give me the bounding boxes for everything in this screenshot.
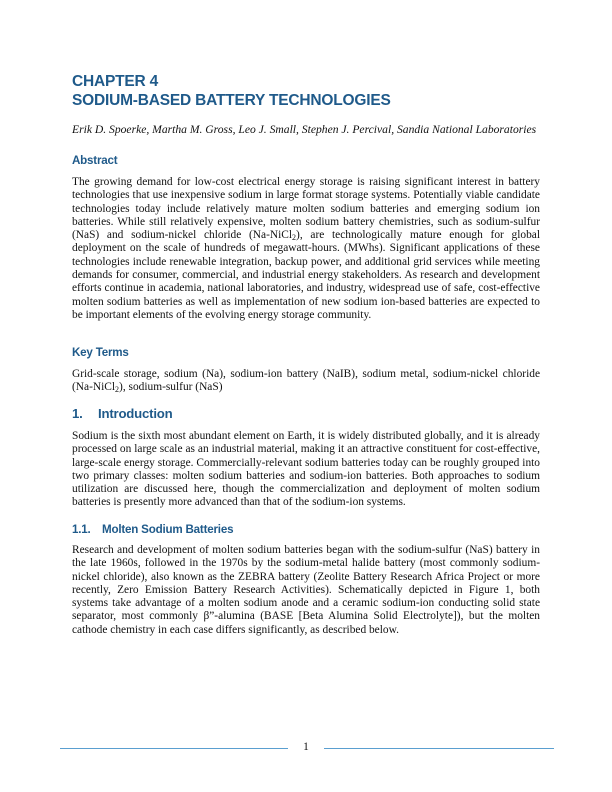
- page-number: 1: [303, 741, 309, 753]
- key-terms-text-b: ), sodium-sulfur (NaS): [119, 381, 223, 394]
- key-terms-paragraph: [72, 368, 540, 395]
- footer-rule-left: [60, 748, 288, 749]
- introduction-heading: [72, 406, 540, 421]
- abstract-text-a: The growing demand for low-cost electrical energy storage is raising significant interest in battery technologies that use inexpensive sodium in large format storage systems. Potentially viable candidate technologies today include relatively mature molten sodium batteries and emerging sodium ion batteries. While still relatively expensive, molten sodium battery chemistries, such as sodium-sulfur (NaS) and sodium-nickel chloride (Na-NiCl: [72, 176, 540, 242]
- chapter-number: CHAPTER 4: [72, 73, 159, 90]
- key-terms-heading: Key Terms: [72, 346, 129, 359]
- subsection-title: Molten Sodium Batteries: [102, 523, 234, 536]
- abstract-heading: Abstract: [72, 154, 118, 167]
- key-terms-text-a: Grid-scale storage, sodium (Na), sodium-ion battery (NaIB), sodium metal, sodium-nickel chloride (Na-NiCl: [72, 368, 540, 394]
- abstract-text-b: ), are technologically mature enough for global deployment on the scale of hundreds of megawatt-hours. (MWhs). Significant applications of these technologies include renewable integration, backup power, and additional grid services while meeting demands for consumer, commercial, and industrial energy stakeholders. As research and development efforts continue in academia, national laboratories, and industry, widespread use of safe, cost-effective molten sodium batteries as well as implementation of new sodium ion-based batteries are expected to be important elements of the evolving energy storage community.: [72, 229, 540, 321]
- molten-sodium-heading: [72, 523, 540, 536]
- subsection-number: 1.1.: [72, 523, 91, 536]
- abstract-subscript: 2: [292, 233, 297, 243]
- section-title: Introduction: [98, 406, 173, 421]
- author-list: Erik D. Spoerke, Martha M. Gross, Leo J. Small, Stephen J. Percival, Sandia National Laboratories: [72, 123, 537, 136]
- section-number: 1.: [72, 406, 83, 421]
- chapter-name: SODIUM-BASED BATTERY TECHNOLOGIES: [72, 92, 391, 109]
- footer-rule-right: [324, 748, 554, 749]
- key-terms-subscript: 2: [115, 385, 120, 395]
- introduction-paragraph: Sodium is the sixth most abundant element on Earth, it is widely distributed globally, and it is already processed on large scale as an industrial material, making it an attractive constituent for cost-effective, large-scale energy storage. Commercially-relevant sodium batteries today can be roughly grouped into two primary classes: molten sodium batteries and sodium-ion batteries. Both approaches to sodium utilization are discussed here, though the commercialization and deployment of molten sodium batteries is presently more advanced than that of the sodium-ion systems.: [72, 430, 540, 509]
- molten-sodium-paragraph: Research and development of molten sodium batteries began with the sodium-sulfur (NaS) battery in the late 1960s, followed in the 1970s by the sodium-metal halide battery (most commonly sodium-nickel chloride), also known as the ZEBRA battery (Zeolite Battery Research Africa Project or more recently, Zero Emission Battery Research Activities). Schematically depicted in Figure 1, both systems take advantage of a molten sodium anode and a ceramic sodium-ion conducting solid state separator, most commonly β”-alumina (BASE [Beta Alumina Solid Electrolyte]), but the molten cathode chemistry in each case differs significantly, as described below.: [72, 544, 540, 636]
- chapter-title: [72, 72, 540, 110]
- abstract-paragraph: [72, 176, 540, 322]
